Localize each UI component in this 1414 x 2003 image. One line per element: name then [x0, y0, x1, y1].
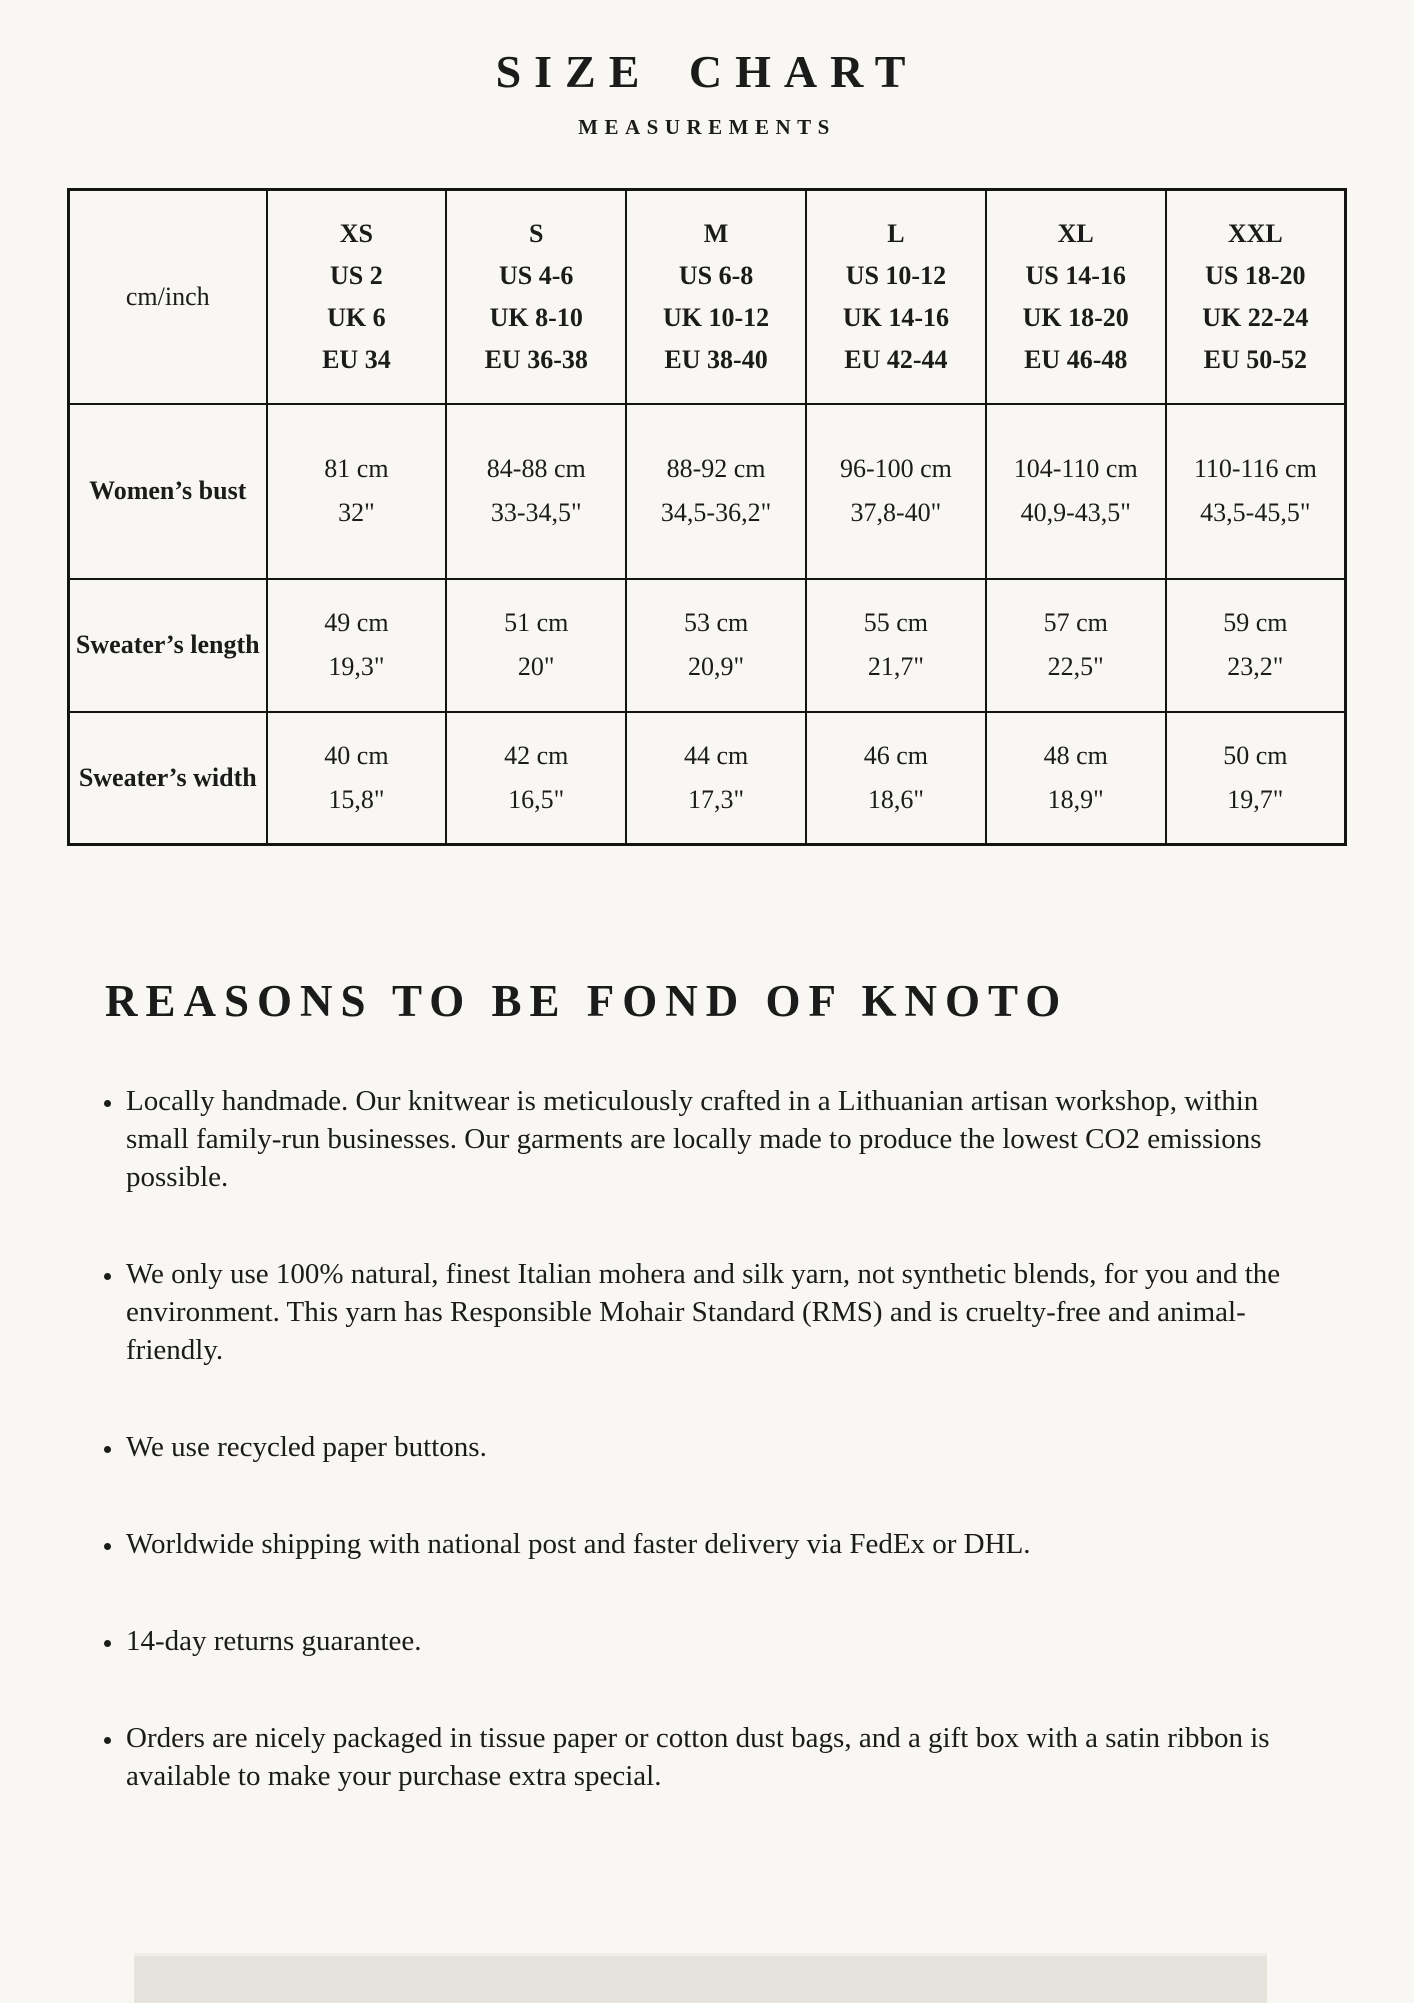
inch-value: 22,5" [1047, 652, 1104, 681]
inch-value: 15,8" [328, 784, 385, 814]
measurement-cell [1166, 579, 1346, 712]
bottom-band [134, 1953, 1267, 2003]
uk-size: UK 10-12 [662, 302, 770, 332]
measurement-cell [626, 712, 806, 845]
us-size: US 6-8 [678, 260, 754, 290]
measurement-cell [267, 579, 447, 712]
measurement-cell [446, 404, 626, 579]
table-header-row [69, 190, 1346, 404]
eu-size: EU 38-40 [664, 344, 768, 374]
inch-value: 32" [338, 498, 375, 527]
inch-value: 23,2" [1227, 652, 1284, 681]
table-row-sweaters-length [69, 579, 1346, 712]
measurement-cell [446, 579, 626, 712]
eu-size: EU 50-52 [1203, 344, 1307, 374]
cm-value: 88-92 cm [666, 454, 766, 483]
uk-size: UK 14-16 [842, 302, 949, 332]
reasons-heading: REASONS TO BE FOND OF KNOTO [105, 976, 1069, 1026]
inch-value: 40,9-43,5" [1020, 498, 1131, 527]
inch-value: 19,3" [328, 652, 385, 681]
uk-size: UK 6 [327, 302, 386, 332]
reason-item: • 14-day returns guarantee. [124, 1622, 1311, 1660]
cm-value: 44 cm [683, 740, 749, 770]
inch-value: 37,8-40" [850, 498, 942, 527]
size-name: S [529, 218, 544, 248]
measurement-cell [626, 404, 806, 579]
uk-size: UK 22-24 [1202, 302, 1309, 332]
size-name: XS [339, 218, 374, 248]
measurement-cell [806, 579, 986, 712]
us-size: US 10-12 [845, 260, 947, 290]
size-name: M [703, 218, 729, 248]
reason-item: • We use recycled paper buttons. [124, 1428, 1311, 1466]
measurement-cell [986, 712, 1166, 845]
unit-corner-cell [69, 190, 267, 404]
us-size: US 4-6 [499, 260, 574, 290]
eu-size: EU 34 [322, 344, 391, 374]
cm-value: 59 cm [1223, 608, 1288, 637]
measurement-cell [267, 712, 447, 845]
cm-value: 53 cm [683, 608, 749, 637]
cm-value: 81 cm [324, 454, 389, 483]
reason-item: • Orders are nicely packaged in tissue paper or cotton dust bags, and a gift box with a satin ribbon is available to make your purchase extra special. [124, 1719, 1311, 1795]
cm-value: 46 cm [863, 740, 929, 770]
eu-size: EU 36-38 [484, 344, 588, 374]
row-label-cell: Sweater’s width [69, 712, 267, 845]
unit-label: cm/inch [125, 281, 210, 311]
cm-value: 57 cm [1043, 608, 1108, 637]
measurement-cell [986, 579, 1166, 712]
cm-value: 110-116 cm [1193, 454, 1317, 483]
inch-value: 21,7" [867, 652, 924, 681]
cm-value: 55 cm [863, 608, 929, 637]
us-size: US 2 [330, 260, 383, 290]
size-name: XL [1057, 218, 1094, 248]
table-row-womens-bust [69, 404, 1346, 579]
measurement-cell [806, 404, 986, 579]
inch-value: 17,3" [688, 784, 745, 814]
us-size: US 18-20 [1205, 260, 1306, 290]
inch-value: 18,6" [867, 784, 924, 814]
inch-value: 20,9" [688, 652, 745, 681]
size-column-header-l [806, 190, 986, 404]
size-name: XXL [1227, 218, 1283, 248]
eu-size: EU 46-48 [1024, 344, 1128, 374]
inch-value: 19,7" [1227, 784, 1284, 814]
reason-item: • Worldwide shipping with national post and faster delivery via FedEx or DHL. [124, 1525, 1311, 1563]
measurement-cell [267, 404, 447, 579]
reasons-list [62, 1082, 1352, 1795]
page-subtitle: MEASUREMENTS [578, 115, 836, 139]
measurement-cell [986, 404, 1166, 579]
inch-value: 16,5" [508, 784, 565, 814]
measurement-cell [1166, 404, 1346, 579]
reason-item: • We only use 100% natural, finest Italian mohera and silk yarn, not synthetic blends, for you and the environment. This yarn has Responsible Mohair Standard (RMS) and is cruelty-free and animal-friendly. [124, 1255, 1311, 1369]
size-column-header-m [626, 190, 806, 404]
inch-value: 20" [517, 652, 555, 681]
row-label-cell: Women’s bust [69, 404, 267, 579]
size-column-header-xl [986, 190, 1166, 404]
cm-value: 84-88 cm [486, 454, 586, 483]
page-title: SIZE CHART [495, 46, 919, 97]
eu-size: EU 42-44 [844, 344, 948, 374]
cm-value: 49 cm [324, 608, 389, 637]
cm-value: 104-110 cm [1013, 454, 1138, 483]
cm-value: 51 cm [504, 608, 569, 637]
size-column-header-xxl [1166, 190, 1346, 404]
cm-value: 50 cm [1223, 740, 1288, 770]
us-size: US 14-16 [1025, 260, 1126, 290]
size-column-header-xs [267, 190, 447, 404]
inch-value: 33-34,5" [490, 498, 582, 527]
reason-item: • Locally handmade. Our knitwear is meticulously crafted in a Lithuanian artisan workshop, within small family-run businesses. Our garments are locally made to produce the lowest CO2 emissions possible. [124, 1082, 1311, 1196]
measurement-cell [626, 579, 806, 712]
size-chart-table [67, 188, 1347, 846]
inch-value: 43,5-45,5" [1200, 498, 1311, 527]
measurement-cell [1166, 712, 1346, 845]
cm-value: 40 cm [324, 740, 389, 770]
uk-size: UK 8-10 [489, 302, 583, 332]
size-column-header-s [446, 190, 626, 404]
cm-value: 96-100 cm [839, 454, 952, 483]
measurement-cell [806, 712, 986, 845]
inch-value: 34,5-36,2" [660, 498, 772, 527]
table-row-sweaters-width [69, 712, 1346, 845]
cm-value: 48 cm [1043, 740, 1108, 770]
measurement-cell [446, 712, 626, 845]
cm-value: 42 cm [504, 740, 569, 770]
size-name: L [887, 218, 905, 248]
uk-size: UK 18-20 [1022, 302, 1129, 332]
row-label-cell: Sweater’s length [69, 579, 267, 712]
inch-value: 18,9" [1047, 784, 1104, 814]
